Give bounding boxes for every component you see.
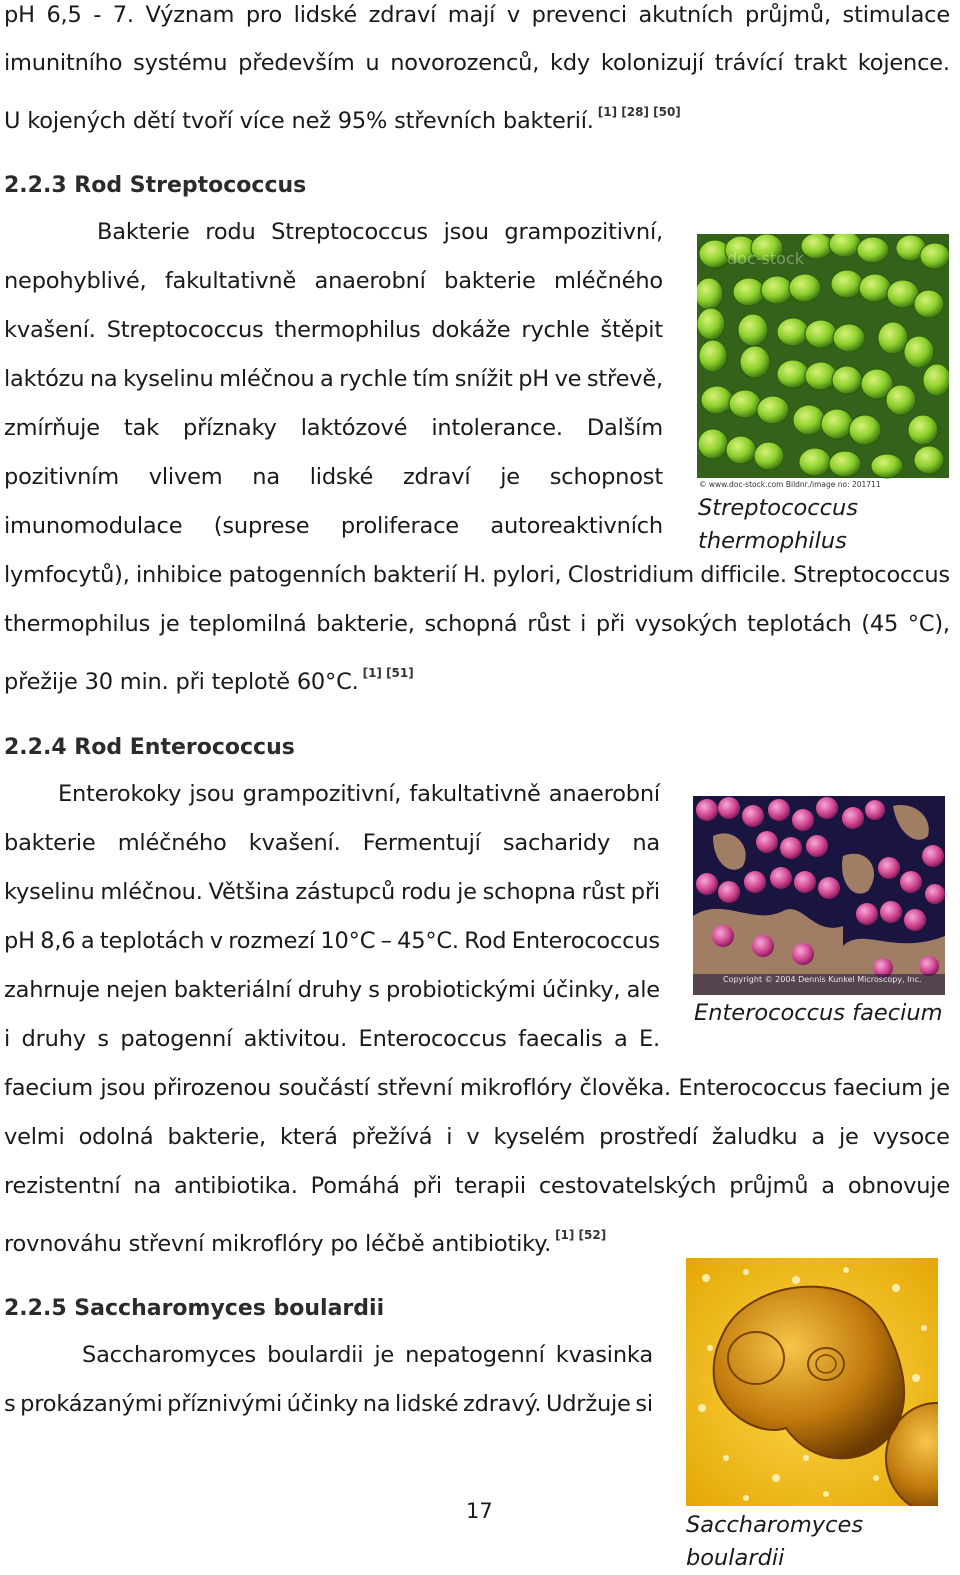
paragraph-line — [4, 1122, 950, 1152]
word: bakterie — [4, 830, 96, 856]
word: aktivitou. — [243, 1026, 348, 1052]
word: na — [89, 366, 118, 392]
word: na — [632, 830, 660, 856]
word: rozmezí — [228, 928, 315, 954]
word: a — [821, 1173, 835, 1199]
word: ve — [554, 366, 582, 392]
section-heading-streptococcus: 2.2.3 Rod Streptococcus — [4, 173, 307, 198]
word: (suprese — [213, 513, 310, 539]
word: probiotickými — [385, 977, 536, 1003]
word: mléčnou — [219, 366, 315, 392]
word: a — [80, 928, 95, 954]
paragraph-line — [4, 828, 660, 858]
word: 45°C. — [397, 928, 459, 954]
word: při — [412, 1173, 442, 1199]
word: jsou — [443, 219, 489, 245]
word: v — [466, 1124, 480, 1150]
word: na — [252, 464, 280, 490]
word: je — [159, 611, 180, 637]
word: na — [362, 1391, 391, 1417]
word: 10°C — [320, 928, 376, 954]
word: lidské — [293, 2, 358, 28]
word: pozitivním — [4, 464, 119, 490]
word: je — [839, 1124, 859, 1150]
paragraph-line — [4, 413, 663, 443]
word: 7. — [112, 2, 134, 28]
word: faecium — [4, 1075, 93, 1101]
word: rodu — [400, 879, 452, 905]
word: účinky, — [541, 977, 621, 1003]
paragraph-line — [4, 511, 663, 541]
paragraph-line — [4, 658, 414, 697]
paragraph-line — [4, 462, 663, 492]
word: průjmů, — [744, 2, 831, 28]
reference-marks[interactable]: [1] [52] — [555, 1228, 607, 1242]
word: grampozitivní, — [504, 219, 663, 245]
word: kvasinka — [555, 1342, 653, 1368]
word: trávící — [714, 50, 784, 76]
word: druhy — [297, 977, 362, 1003]
word: tak — [123, 415, 159, 441]
word: s — [368, 977, 380, 1003]
word: mléčného — [117, 830, 227, 856]
paragraph-line — [4, 364, 663, 394]
word: boulardii — [267, 1342, 364, 1368]
word: lidské — [309, 464, 374, 490]
word: thermophilus — [4, 611, 151, 637]
word: faecium — [833, 1075, 923, 1101]
word: sacharidy — [502, 830, 611, 856]
word: snížit — [454, 366, 513, 392]
word: dokáže — [431, 317, 511, 343]
word: při — [595, 611, 626, 637]
word: Dalším — [586, 415, 663, 441]
word: s — [97, 1026, 109, 1052]
word: ale — [626, 977, 660, 1003]
word: pH — [4, 928, 35, 954]
paragraph-line — [4, 560, 950, 590]
word: je — [457, 879, 477, 905]
word: velmi — [4, 1124, 65, 1150]
word: lymfocytů), — [4, 562, 130, 588]
word: lidské — [395, 1391, 459, 1417]
word: Streptococcus — [106, 317, 264, 343]
word: zmírňuje — [4, 415, 100, 441]
word: Bakterie — [97, 219, 190, 245]
word: terapii — [454, 1173, 526, 1199]
word: kyselinu — [123, 366, 214, 392]
word: schopnost — [549, 464, 663, 490]
word: příznivými — [167, 1391, 283, 1417]
paragraph-line — [4, 1220, 606, 1259]
paragraph-line — [4, 975, 660, 1005]
word: střevě, — [586, 366, 663, 392]
word: cestovatelských — [538, 1173, 717, 1199]
word: fakultativně — [164, 268, 297, 294]
word: a — [811, 1124, 826, 1150]
paragraph-line — [4, 609, 950, 639]
word: přirozenou — [152, 1075, 272, 1101]
image-credit: Copyright © 2004 Dennis Kunkel Microscopy, Inc. — [723, 975, 922, 984]
word: rychle — [521, 317, 590, 343]
word: Enterococcus — [511, 928, 660, 954]
word: u — [365, 50, 380, 76]
word: jsou — [100, 1075, 146, 1101]
word: kvašení. — [248, 830, 341, 856]
word: mikroflóry — [459, 1075, 573, 1101]
word: pro — [245, 2, 283, 28]
word: prevenci — [531, 2, 627, 28]
word: i — [580, 611, 587, 637]
word: Většina — [208, 879, 290, 905]
paragraph-line-text: přežije 30 min. při teplotě 60°C. — [4, 669, 359, 695]
word: Enterococcus — [678, 1075, 827, 1101]
word: zástupců — [295, 879, 396, 905]
word: autoreaktivních — [490, 513, 663, 539]
word: systému — [133, 50, 228, 76]
word: 6,5 — [46, 2, 82, 28]
word: stimulace — [842, 2, 950, 28]
word: vysoce — [872, 1124, 950, 1150]
enterococcus-image — [693, 796, 945, 995]
word: thermophilus — [274, 317, 421, 343]
word: Enterokoky — [58, 781, 182, 807]
word: bakterie, — [316, 611, 415, 637]
paragraph-line — [4, 1073, 950, 1103]
word: obnovuje — [847, 1173, 950, 1199]
word: Saccharomyces — [82, 1342, 256, 1368]
word: mléčnou. — [100, 879, 203, 905]
page-number: 17 — [466, 1499, 493, 1523]
word: a — [320, 366, 334, 392]
word: v — [209, 928, 223, 954]
paragraph-line — [58, 779, 660, 809]
word: kdy — [550, 50, 591, 76]
section-heading-saccharomyces: 2.2.5 Saccharomyces boulardii — [4, 1296, 385, 1321]
word: grampozitivní, — [242, 781, 402, 807]
paragraph-line — [4, 1024, 660, 1054]
word: zdravý. — [463, 1391, 542, 1417]
word: intolerance. — [431, 415, 563, 441]
word: která — [279, 1124, 338, 1150]
word: schopna — [482, 879, 576, 905]
word: fakultativně — [409, 781, 541, 807]
figure-caption: Enterococcus faecium — [694, 1000, 943, 1026]
word: růst — [581, 879, 625, 905]
word: pH — [4, 2, 35, 28]
paragraph-line — [4, 315, 663, 345]
word: faecalis — [518, 1026, 603, 1052]
word: difficile. — [700, 562, 787, 588]
image-credit: © www.doc-stock.com Bildnr./image no: 201711 — [699, 480, 881, 489]
word: Fermentují — [362, 830, 481, 856]
caption-line: Saccharomyces — [686, 1512, 864, 1538]
word: kvašení. — [4, 317, 96, 343]
word: nejen — [105, 977, 168, 1003]
word: zahrnuje — [4, 977, 100, 1003]
paragraph-line — [4, 266, 663, 296]
word: průjmů — [729, 1173, 809, 1199]
word: při — [630, 879, 660, 905]
word: na — [133, 1173, 162, 1199]
word: inhibice — [135, 562, 223, 588]
word: °C), — [907, 611, 950, 637]
image-watermark: doc-stock — [727, 249, 804, 268]
word: střevní — [376, 1075, 453, 1101]
word: patogenní — [120, 1026, 233, 1052]
caption-line: thermophilus — [698, 528, 847, 554]
word: rodu — [205, 219, 256, 245]
word: kyselém — [493, 1124, 586, 1150]
word: kojence. — [857, 50, 950, 76]
word: v — [506, 2, 520, 28]
word: anaerobní — [314, 268, 426, 294]
word: novorozenců, — [390, 50, 540, 76]
paragraph-line — [4, 877, 660, 907]
word: bakterie, — [167, 1124, 266, 1150]
intro-line-text: U kojených dětí tvoří více než 95% střevních bakterií. — [4, 108, 594, 134]
word: zdraví — [402, 464, 471, 490]
word: teplotách — [99, 928, 205, 954]
word: růst — [527, 611, 571, 637]
word: přežívá — [351, 1124, 433, 1150]
intro-line — [4, 97, 681, 136]
word: nepohyblivé, — [4, 268, 147, 294]
word: bakteriální — [173, 977, 292, 1003]
word: schopná — [424, 611, 518, 637]
word: je — [930, 1075, 950, 1101]
word: Význam — [145, 2, 235, 28]
word: i — [4, 1026, 11, 1052]
paragraph-line — [97, 217, 663, 247]
word: imunomodulace — [4, 513, 183, 539]
word: i — [446, 1124, 453, 1150]
word: nepatogenní — [405, 1342, 545, 1368]
word: je — [374, 1342, 395, 1368]
word: vysokých — [634, 611, 738, 637]
word: vlivem — [148, 464, 223, 490]
word: Pomáhá — [310, 1173, 400, 1199]
word: Udržuje — [545, 1391, 631, 1417]
word: proliferace — [340, 513, 459, 539]
word: mají — [447, 2, 496, 28]
streptococcus-image — [697, 234, 949, 490]
word: kyselinu — [4, 879, 95, 905]
saccharomyces-image — [686, 1258, 938, 1506]
word: Rod — [464, 928, 507, 954]
word: příznaky — [183, 415, 277, 441]
word: teplotách — [747, 611, 852, 637]
paragraph-line — [4, 1389, 653, 1419]
word: H. — [462, 562, 487, 588]
word: zdraví — [368, 2, 437, 28]
word: Enterococcus — [358, 1026, 507, 1052]
caption-line: boulardii — [686, 1545, 785, 1571]
figure-caption — [686, 1509, 863, 1575]
word: účinky — [286, 1391, 359, 1417]
word: akutních — [638, 2, 734, 28]
word: kolonizují — [600, 50, 704, 76]
word: laktózové — [300, 415, 408, 441]
word: laktózu — [4, 366, 85, 392]
word: (45 — [861, 611, 899, 637]
word: druhy — [21, 1026, 86, 1052]
figure-caption — [698, 492, 858, 558]
word: štěpit — [600, 317, 663, 343]
paragraph-line-text: rovnováhu střevní mikroflóry po léčbě antibiotiky. — [4, 1231, 552, 1257]
word: rezistentní — [4, 1173, 121, 1199]
word: rychle — [339, 366, 408, 392]
word: si — [635, 1391, 653, 1417]
word: Streptococcus — [793, 562, 950, 588]
word: s — [4, 1391, 16, 1417]
word: tím — [412, 366, 450, 392]
word: žaludku — [711, 1124, 798, 1150]
word: prostředí — [599, 1124, 698, 1150]
reference-marks[interactable]: [1] [51] — [362, 666, 414, 680]
word: Clostridium — [567, 562, 694, 588]
word: součástí — [278, 1075, 370, 1101]
word: anaerobní — [548, 781, 660, 807]
section-heading-enterococcus: 2.2.4 Rod Enterococcus — [4, 735, 295, 760]
word: pylori, — [492, 562, 562, 588]
word: a — [613, 1026, 628, 1052]
word: prokázanými — [20, 1391, 163, 1417]
word: teplomilná — [189, 611, 307, 637]
word: bakterie — [444, 268, 536, 294]
word: patogenních — [228, 562, 367, 588]
word: - — [93, 2, 102, 28]
intro-line — [4, 48, 950, 78]
word: trakt — [794, 50, 847, 76]
caption-line: Streptococcus — [698, 495, 858, 521]
word: jsou — [189, 781, 235, 807]
word: především — [238, 50, 355, 76]
word: imunitního — [4, 50, 123, 76]
word: odolná — [78, 1124, 154, 1150]
paragraph-line — [4, 926, 660, 956]
intro-line — [4, 0, 950, 30]
paragraph-line — [82, 1340, 653, 1370]
word: antibiotika. — [174, 1173, 298, 1199]
reference-marks[interactable]: [1] [28] [50] — [597, 105, 681, 119]
word: člověka. — [579, 1075, 672, 1101]
paragraph-line — [4, 1171, 950, 1201]
word: – — [380, 928, 392, 954]
word: E. — [639, 1026, 660, 1052]
word: pH — [518, 366, 550, 392]
word: je — [500, 464, 520, 490]
word: 8,6 — [40, 928, 76, 954]
word: mléčného — [554, 268, 663, 294]
word: Streptococcus — [271, 219, 428, 245]
word: bakterií — [372, 562, 457, 588]
